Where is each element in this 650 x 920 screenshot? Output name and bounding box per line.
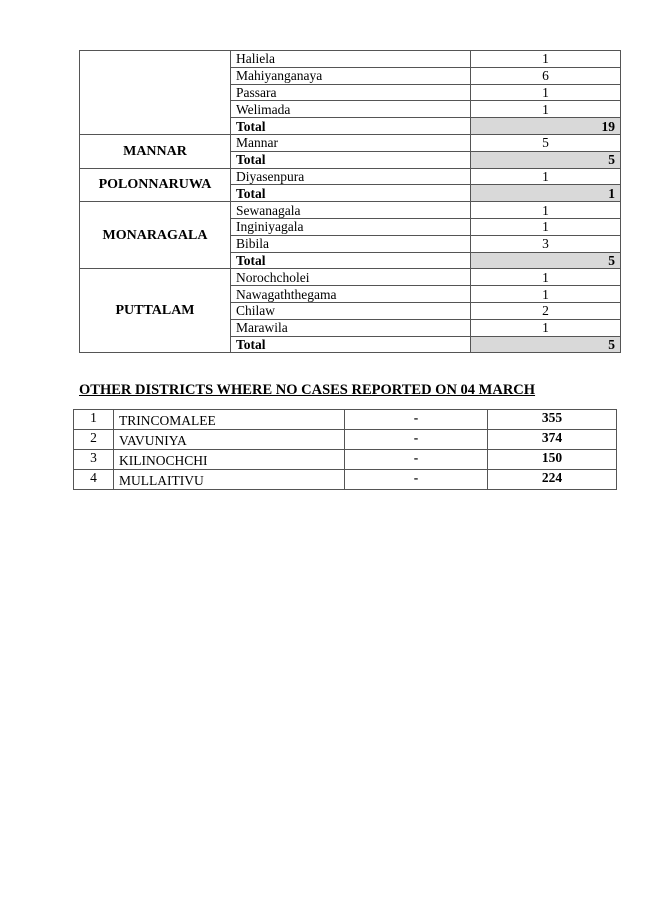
- case-count-cell: 3: [471, 235, 621, 252]
- location-name-cell: Sewanagala: [231, 202, 471, 219]
- location-name-cell: Nawagaththegama: [231, 286, 471, 303]
- total-label-cell: Total: [231, 118, 471, 135]
- table-row: [80, 134, 621, 151]
- row-number-cell: 2: [74, 430, 114, 450]
- new-cases-cell: -: [345, 450, 488, 470]
- district-name-cell: VAVUNIYA: [114, 430, 345, 450]
- table-row: [80, 269, 621, 286]
- location-name-cell: Marawila: [231, 319, 471, 336]
- location-name-cell: Norochcholei: [231, 269, 471, 286]
- location-name-cell: Mahiyanganaya: [231, 67, 471, 84]
- district-cases-table: [79, 50, 621, 353]
- district-cases-body: [80, 51, 621, 353]
- new-cases-cell: -: [345, 470, 488, 490]
- case-count-cell: 1: [471, 101, 621, 118]
- district-name-cell: TRINCOMALEE: [114, 410, 345, 430]
- total-value-cell: 19: [471, 118, 621, 135]
- district-name-cell: KILINOCHCHI: [114, 450, 345, 470]
- case-count-cell: 1: [471, 319, 621, 336]
- new-cases-cell: -: [345, 430, 488, 450]
- table-row: [74, 410, 617, 430]
- cumulative-total-cell: 374: [488, 430, 617, 450]
- total-value-cell: 1: [471, 185, 621, 202]
- total-label-cell: Total: [231, 185, 471, 202]
- other-districts-body: [74, 410, 617, 490]
- district-name-cell: MULLAITIVU: [114, 470, 345, 490]
- row-number-cell: 1: [74, 410, 114, 430]
- case-count-cell: 1: [471, 51, 621, 68]
- total-value-cell: 5: [471, 336, 621, 353]
- case-count-cell: 1: [471, 168, 621, 185]
- case-count-cell: 2: [471, 302, 621, 319]
- table-row: [74, 450, 617, 470]
- table-row: [74, 470, 617, 490]
- row-number-cell: 4: [74, 470, 114, 490]
- case-count-cell: 1: [471, 269, 621, 286]
- case-count-cell: 5: [471, 134, 621, 151]
- cumulative-total-cell: 150: [488, 450, 617, 470]
- location-name-cell: Diyasenpura: [231, 168, 471, 185]
- row-number-cell: 3: [74, 450, 114, 470]
- total-value-cell: 5: [471, 151, 621, 168]
- district-name-cell: MONARAGALA: [80, 202, 231, 269]
- case-count-cell: 1: [471, 286, 621, 303]
- case-count-cell: 1: [471, 84, 621, 101]
- total-label-cell: Total: [231, 252, 471, 269]
- location-name-cell: Passara: [231, 84, 471, 101]
- table-row: [74, 430, 617, 450]
- location-name-cell: Bibila: [231, 235, 471, 252]
- location-name-cell: Chilaw: [231, 302, 471, 319]
- total-label-cell: Total: [231, 336, 471, 353]
- district-name-cell: [80, 51, 231, 135]
- other-districts-table: [73, 409, 617, 490]
- district-name-cell: PUTTALAM: [80, 269, 231, 353]
- case-count-cell: 1: [471, 202, 621, 219]
- total-label-cell: Total: [231, 151, 471, 168]
- other-districts-heading: OTHER DISTRICTS WHERE NO CASES REPORTED ON 04 MARCH: [79, 382, 536, 398]
- case-count-cell: 1: [471, 218, 621, 235]
- location-name-cell: Welimada: [231, 101, 471, 118]
- case-count-cell: 6: [471, 67, 621, 84]
- new-cases-cell: -: [345, 410, 488, 430]
- table-row: [80, 168, 621, 185]
- district-name-cell: POLONNARUWA: [80, 168, 231, 202]
- table-row: [80, 202, 621, 219]
- table-row: [80, 51, 621, 68]
- district-name-cell: MANNAR: [80, 134, 231, 168]
- location-name-cell: Haliela: [231, 51, 471, 68]
- location-name-cell: Mannar: [231, 134, 471, 151]
- location-name-cell: Inginiyagala: [231, 218, 471, 235]
- cumulative-total-cell: 355: [488, 410, 617, 430]
- total-value-cell: 5: [471, 252, 621, 269]
- cumulative-total-cell: 224: [488, 470, 617, 490]
